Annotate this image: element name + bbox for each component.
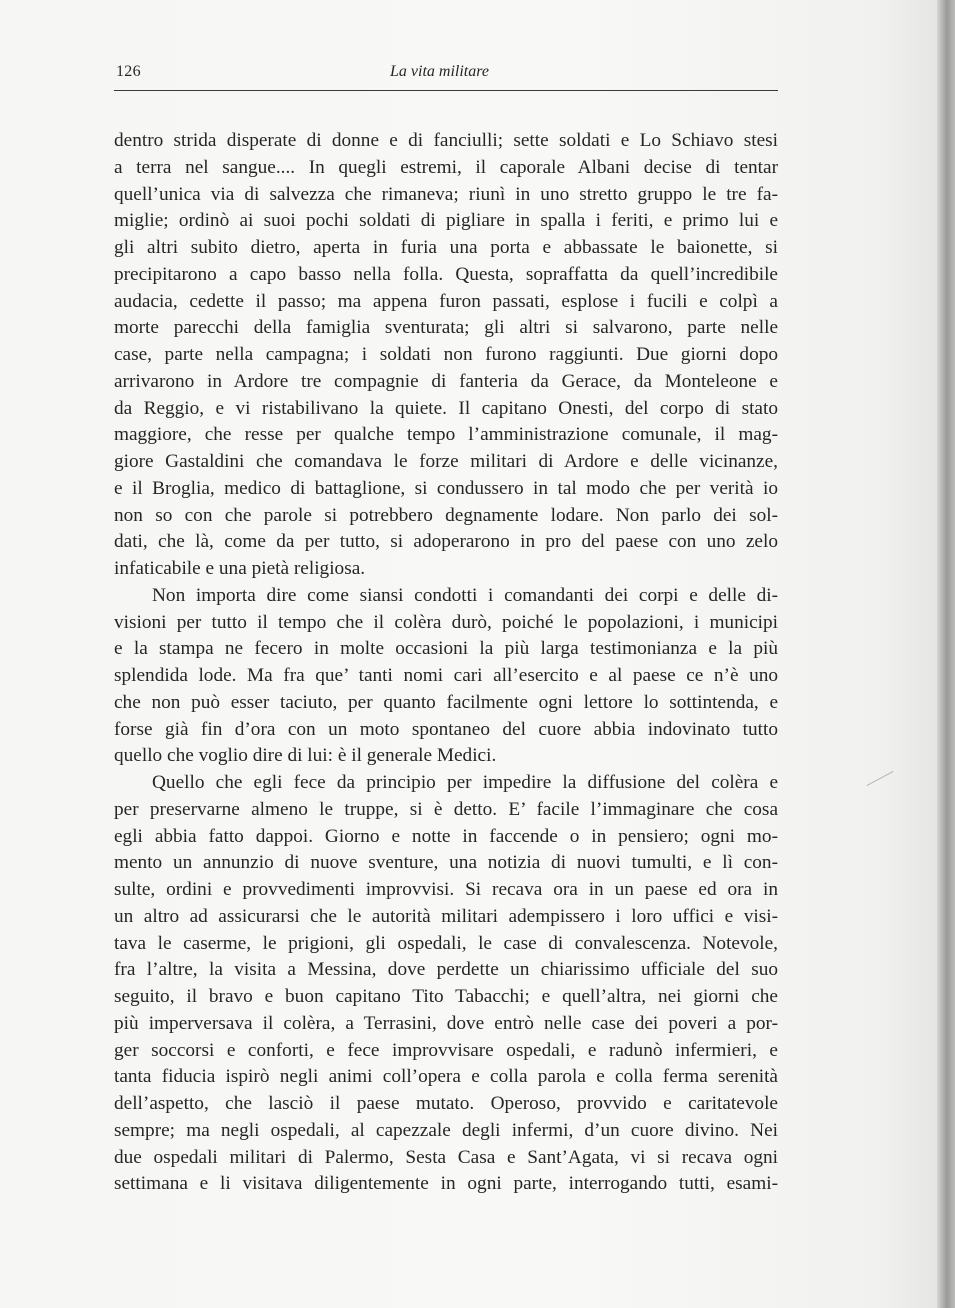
- text-line: arrivarono in Ardore tre compagnie di fanteria da Gerace, da Monteleone e: [114, 370, 778, 392]
- text-line: Quello che egli fece da principio per impedire la diffusione del colèra e: [152, 772, 778, 793]
- text-line: forse già fin d’ora con un moto spontaneo del cuore abbia indovinato tutto: [114, 718, 778, 740]
- page-number: 126: [116, 63, 141, 80]
- text-line: ger soccorsi e conforti, e fece improvvisare ospedali, e radunò infermieri, e: [114, 1039, 778, 1061]
- text-line: splendida lode. Ma fra que’ tanti nomi cari all’esercito e al paese ce n’è uno: [114, 665, 778, 686]
- text-line: egli abbia fatto dappoi. Giorno e notte in faccende o in pensiero; ogni mo-: [114, 825, 778, 847]
- text-line: audacia, cedette il passo; ma appena furon passati, esplose i fucili e colpì a: [114, 290, 778, 312]
- text-line: tava le caserme, le prigioni, gli ospedali, le case di convalescenza. Notevole,: [114, 932, 778, 954]
- text-line: a terra nel sangue.... In quegli estremi, il caporale Albani decise di tentar: [114, 156, 778, 178]
- text-line: infaticabile e una pietà religiosa.: [114, 558, 366, 579]
- scan-mark: [867, 771, 894, 786]
- text-line: morte parecchi della famiglia sventurata; gli altri si salvarono, parte nelle: [114, 317, 778, 339]
- running-header: [114, 60, 778, 91]
- paragraph-1: [114, 128, 778, 583]
- text-line: visioni per tutto il tempo che il colèra durò, poiché le popolazioni, i municipi: [114, 611, 778, 633]
- text-line: sulte, ordini e provvedimenti improvvisi. Si recava ora in un paese ed ora in: [114, 879, 778, 900]
- text-line: dati, che là, come da per tutto, si adoperarono in pro del paese con uno zelo: [114, 531, 778, 553]
- text-line: e il Broglia, medico di battaglione, si condussero in tal modo che per verità io: [114, 477, 778, 499]
- text-line: da Reggio, e vi ristabilivano la quiete. Il capitano Onesti, del corpo di stato: [114, 397, 778, 419]
- text-line: case, parte nella campagna; i soldati non furono raggiunti. Due giorni dopo: [114, 344, 778, 365]
- text-line: dentro strida disperate di donne e di fanciulli; sette soldati e Lo Schiavo stesi: [114, 130, 778, 151]
- paragraph-3: [114, 770, 778, 1198]
- text-line: giore Gastaldini che comandava le forze militari di Ardore e delle vicinanze,: [114, 451, 778, 472]
- paragraph-2: [114, 583, 778, 770]
- text-line: e la stampa ne fecero in molte occasioni la più larga testimonianza e la più: [114, 638, 778, 660]
- text-line: maggiore, che resse per qualche tempo l’amministrazione comunale, il mag-: [114, 424, 778, 446]
- text-line: gli altri subito dietro, aperta in furia una porta e abbassate le baionette, si: [114, 237, 778, 258]
- text-line: più imperversava il colèra, a Terrasini, dove entrò nelle case dei poveri a por-: [114, 1012, 778, 1034]
- text-line: che non può esser taciuto, per quanto facilmente ogni lettore lo sottintenda, e: [114, 691, 778, 713]
- text-line: seguito, il bravo e buon capitano Tito Tabacchi; e quell’altra, nei giorni che: [114, 986, 778, 1007]
- text-line: un altro ad assicurarsi che le autorità militari adempissero i loro uffici e visi-: [114, 905, 778, 927]
- text-line: sempre; ma negli ospedali, al capezzale degli infermi, d’un cuore divino. Nei: [114, 1119, 778, 1141]
- text-line: quello che voglio dire di lui: è il generale Medici.: [114, 745, 497, 767]
- body-text: [114, 128, 778, 1198]
- text-line: due ospedali militari di Palermo, Sesta Casa e Sant’Agata, vi si recava ogni: [114, 1146, 778, 1168]
- page-edge-shadow: [937, 0, 955, 1308]
- text-line: per preservarne almeno le truppe, si è detto. E’ facile l’immaginare che cosa: [114, 798, 778, 820]
- text-line: precipitarono a capo basso nella folla. Questa, sopraffatta da quell’incredibile: [114, 263, 778, 285]
- text-line: mento un annunzio di nuove sventure, una notizia di nuovi tumulti, e lì con-: [114, 852, 778, 874]
- running-title: La vita militare: [390, 63, 489, 80]
- text-line: Non importa dire come siansi condotti i comandanti dei corpi e delle di-: [152, 584, 778, 606]
- text-line: quell’unica via di salvezza che rimaneva; riunì in uno stretto gruppo le tre fa-: [114, 183, 778, 205]
- text-line: non so con che parole si potrebbero degnamente lodare. Non parlo dei sol-: [114, 504, 778, 526]
- text-line: fra l’altre, la visita a Messina, dove perdette un chiarissimo ufficiale del suo: [114, 959, 778, 981]
- text-line: tanta fiducia ispirò negli animi coll’opera e colla parola e colla ferma serenità: [114, 1066, 778, 1088]
- text-line: settimana e li visitava diligentemente in ogni parte, interrogando tutti, esami-: [114, 1173, 778, 1195]
- text-line: miglie; ordinò ai suoi pochi soldati di pigliare in spalla i feriti, e primo lui e: [114, 210, 778, 232]
- text-line: dell’aspetto, che lasciò il paese mutato. Operoso, provvido e caritatevole: [114, 1093, 778, 1114]
